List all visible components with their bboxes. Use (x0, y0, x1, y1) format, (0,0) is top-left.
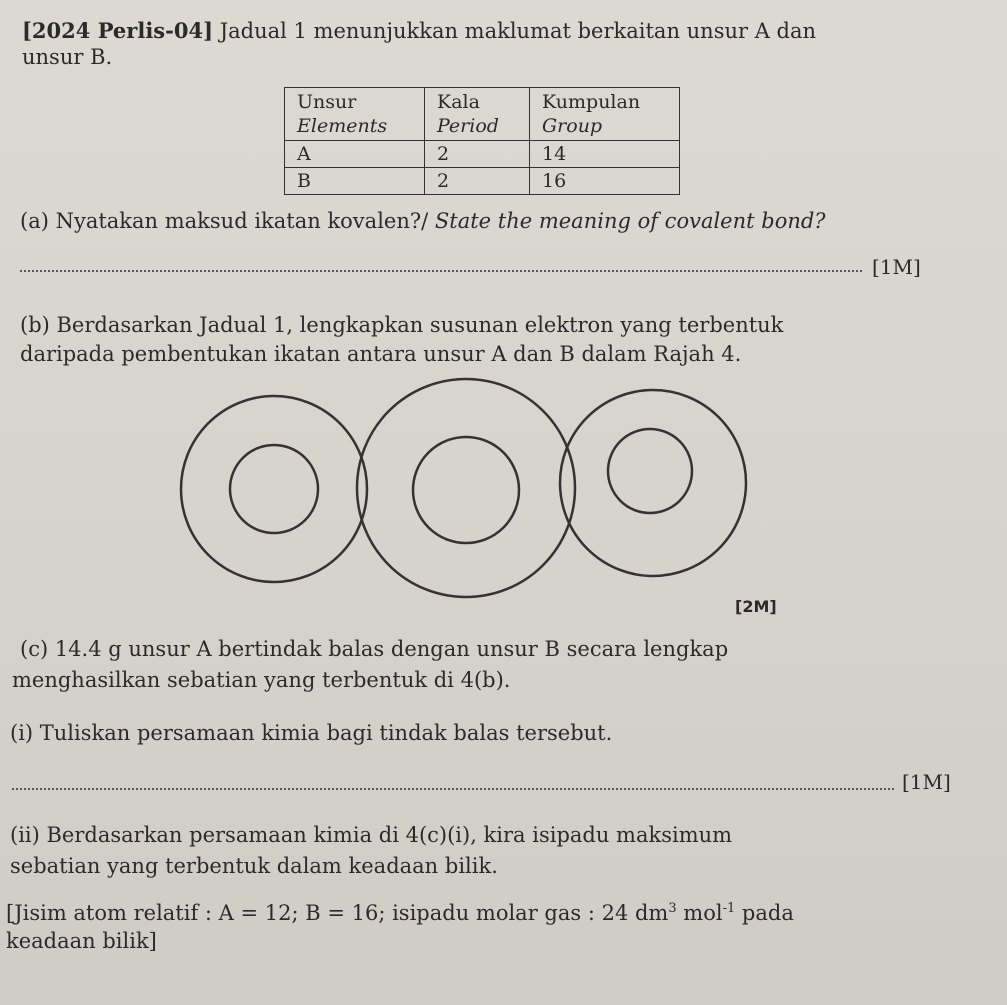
header-label-ms: Kumpulan (542, 91, 641, 113)
part-b-marks: [2M] (735, 597, 777, 616)
atom-center-outer-shell (357, 379, 575, 597)
table-cell: 2 (425, 141, 530, 168)
table-cell: B (285, 168, 425, 195)
part-c-line-2: menghasilkan sebatian yang terbentuk di 4(b). (12, 668, 511, 692)
part-c-ii-line-1: (ii) Berdasarkan persamaan kimia di 4(c)(i), kira isipadu maksimum (10, 823, 733, 847)
header-label-en: Group (542, 115, 603, 137)
answer-line-c-i[interactable] (12, 788, 894, 790)
data-text: mol (676, 901, 723, 925)
part-c-i-question: (i) Tuliskan persamaan kimia bagi tindak balas tersebut. (10, 721, 613, 745)
header-label-ms: Kala (437, 91, 480, 113)
question-intro-text: Jadual 1 menunjukkan maklumat berkaitan unsur A dan (219, 19, 817, 43)
data-text: [Jisim atom relatif : A = 12; B = 16; isipadu molar gas : 24 dm (6, 901, 669, 925)
part-a-text-en: State the meaning of covalent bond? (434, 209, 826, 233)
part-a-marks: [1M] (872, 255, 921, 279)
atom-right-inner-shell (608, 429, 692, 513)
atom-left-outer-shell (181, 396, 367, 582)
table-cell: 14 (530, 141, 680, 168)
question-tag: [2024 Perlis-04] (22, 18, 213, 43)
table-cell: 2 (425, 168, 530, 195)
relative-mass-data (6, 896, 794, 926)
header-label-ms: Unsur (297, 91, 357, 113)
part-c-line-1: (c) 14.4 g unsur A bertindak balas dengan unsur B secara lengkap (20, 637, 729, 661)
atom-right-outer-shell (560, 390, 746, 576)
table-cell: 16 (530, 168, 680, 195)
header-label-en: Elements (297, 115, 388, 137)
data-sup: -1 (722, 901, 736, 916)
data-text: pada (735, 901, 794, 925)
question-intro-line-2: unsur B. (22, 45, 113, 69)
header-label-en: Period (437, 115, 499, 137)
part-c-i-marks: [1M] (902, 770, 951, 794)
atom-left-inner-shell (230, 445, 318, 533)
table-cell: A (285, 141, 425, 168)
part-c-ii-line-2: sebatian yang terbentuk dalam keadaan bilik. (10, 854, 498, 878)
part-b-line-1: (b) Berdasarkan Jadual 1, lengkapkan susunan elektron yang terbentuk (20, 313, 784, 337)
part-b-line-2: daripada pembentukan ikatan antara unsur A dan B dalam Rajah 4. (20, 342, 742, 366)
part-a-text-ms: (a) Nyatakan maksud ikatan kovalen?/ (20, 209, 429, 233)
atom-center-inner-shell (413, 437, 519, 543)
relative-mass-data-line-2: keadaan bilik] (6, 929, 157, 953)
data-sup: 3 (668, 901, 677, 916)
